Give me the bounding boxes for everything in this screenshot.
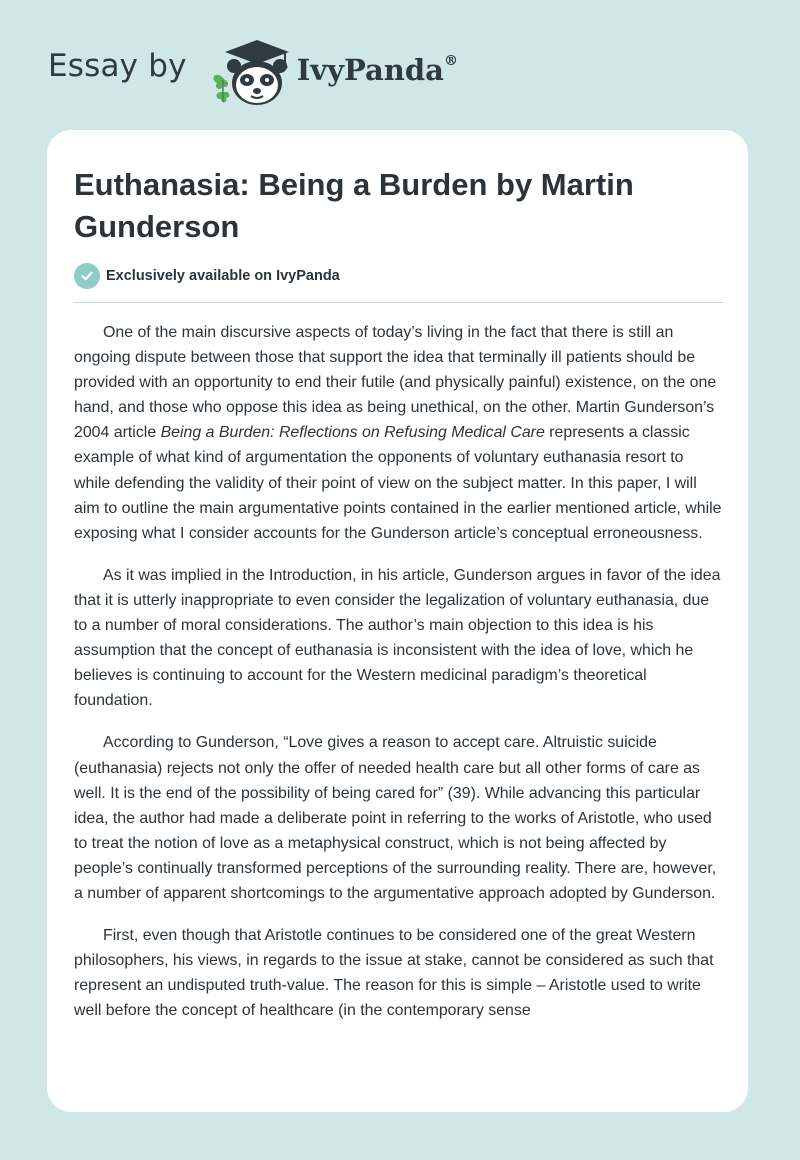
ivypanda-logo-icon[interactable] [201,36,293,108]
article-title-citation: Being a Burden: Reflections on Refusing Medical Care [160,424,545,442]
article-card [47,130,748,1112]
exclusive-badge-label: Exclusively available on IvyPanda [106,268,340,284]
article-title: Euthanasia: Being a Burden by Martin Gunderson [74,167,634,244]
exclusive-badge [74,263,340,289]
essay-by-label: Essay by [48,48,187,84]
paragraph: First, even though that Aristotle continues to be considered one of the great Western philosophers, his views, in regards to the issue at stake, cannot be considered as such that represent an undisputed truth-value. The reason for this is simple – Aristotle used to write well before the concept of healthcare (in the contemporary sense [74,927,714,1020]
paragraph: As it was implied in the Introduction, in his article, Gunderson argues in favor of the idea that it is utterly inappropriate to even consider the legalization of voluntary euthanasia, due to a number of moral considerations. The author’s main objection to this idea is his assumption that the concept of euthanasia is inconsistent with the idea of love, which he believes is continuing to account for the Western medicinal paradigm’s theoretical foundation. [74,566,721,710]
site-header [48,36,458,108]
brand-name[interactable]: IvyPanda® [296,53,458,87]
paragraph: One of the main discursive aspects of today’s living in the fact that there is still an ongoing dispute between those that support the idea that terminally ill patients should be provided with an opportunity to end their futile (and physically painful) existence, on the one hand, and those who oppose this idea as being unethical, on the other. Martin Gunderson’s 2004 article Being a Burden: Reflections on Refusing Medical Care represents a classic example of what kind of argumentation the opponents of voluntary euthanasia resort to while defending the validity of their point of view on the subject matter. In this paper, I will aim to outline the main argumentative points contained in the earlier mentioned article, while exposing what I consider accounts for the Gunderson article’s conceptual erroneousness. [74,324,722,542]
registered-mark: ® [443,53,458,70]
checkmark-icon [74,263,100,289]
article-body [74,320,724,1040]
paragraph: According to Gunderson, “Love gives a reason to accept care. Altruistic suicide (euthanasia) rejects not only the offer of needed health care but all other forms of care as well. It is the end of the possibility of being cared for” (39). While advancing this particular idea, the author had made a deliberate point in referring to the works of Aristotle, who used to treat the notion of love as a metaphysical construct, which is not being affected by people’s continually transformed perceptions of the surrounding reality. There are, however, a number of apparent shortcomings to the argumentative approach adopted by Gunderson. [74,734,717,902]
title-divider [74,302,723,303]
